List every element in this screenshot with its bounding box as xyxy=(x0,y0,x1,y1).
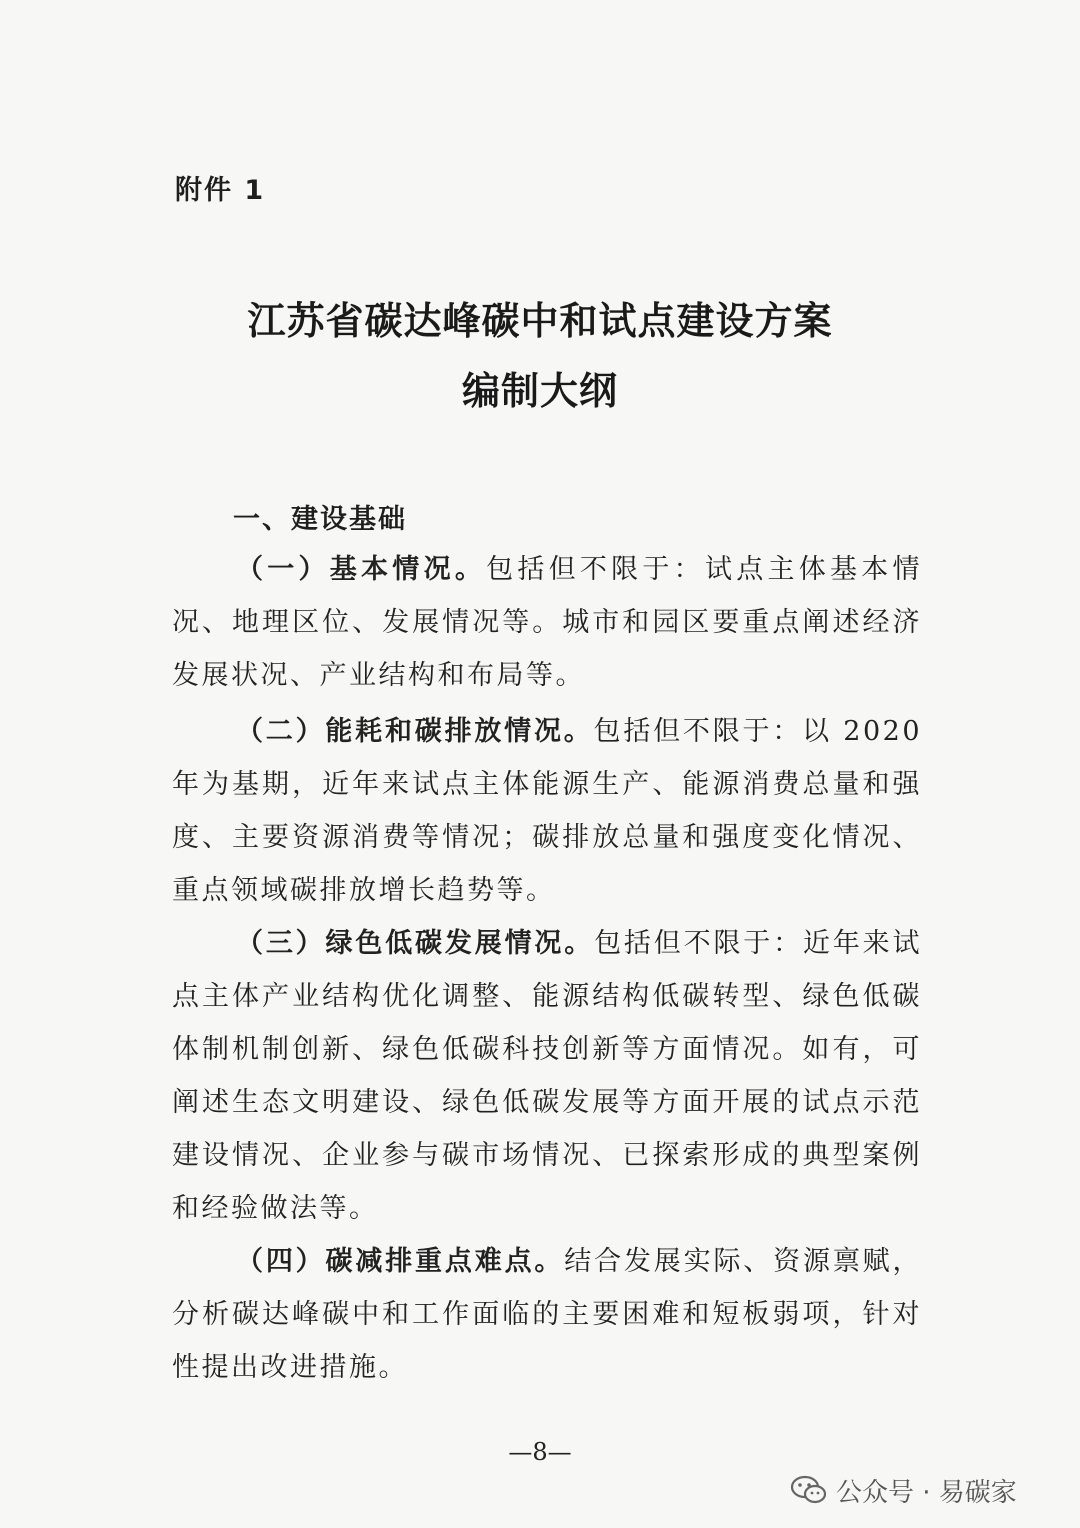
paragraph-body: 包括但不限于：试点主体基本情况、地理区位、发展情况等。城市和园区要重点阐述经济发展状况、产业结构和布局等。 xyxy=(172,554,923,691)
paragraph-heading: （三）绿色低碳发展情况。 xyxy=(236,928,595,959)
attachment-label: 附件 1 xyxy=(175,175,266,206)
section-heading: 一、建设基础 xyxy=(233,504,407,535)
paragraph-body: 包括但不限于：以 2020 年为基期，近年来试点主体能源生产、能源消费总量和强度、主要资源消费等情况；碳排放总量和强度变化情况、重点领域碳排放增长趋势等。 xyxy=(172,716,923,906)
paragraph-body: 包括但不限于：近年来试点主体产业结构优化调整、能源结构低碳转型、绿色低碳体制机制创新、绿色低碳科技创新等方面情况。如有，可阐述生态文明建设、绿色低碳发展等方面开展的试点示范建设情况、企业参与碳市场情况、已探索形成的典型案例和经验做法等。 xyxy=(172,928,923,1224)
document-title-line2: 编制大纲 xyxy=(461,369,618,413)
paragraph-energy-emissions xyxy=(172,705,922,917)
watermark-text: 公众号 · 易碳家 xyxy=(836,1477,1017,1508)
paragraph-heading: （四）碳减排重点难点。 xyxy=(236,1246,565,1277)
paragraph-basic-situation xyxy=(172,543,922,702)
paragraph-heading: （二）能耗和碳排放情况。 xyxy=(236,716,594,747)
paragraph-body: 结合发展实际、资源禀赋，分析碳达峰碳中和工作面临的主要困难和短板弱项，针对性提出改进措施。 xyxy=(172,1246,922,1383)
paragraph-green-development xyxy=(172,917,922,1235)
paragraph-heading: （一）基本情况。 xyxy=(236,554,487,585)
page-number: —8— xyxy=(508,1438,572,1466)
wechat-icon xyxy=(790,1475,828,1505)
watermark xyxy=(790,1470,1017,1510)
document-title-line1: 江苏省碳达峰碳中和试点建设方案 xyxy=(247,299,833,343)
paragraph-key-difficulties xyxy=(172,1235,922,1394)
